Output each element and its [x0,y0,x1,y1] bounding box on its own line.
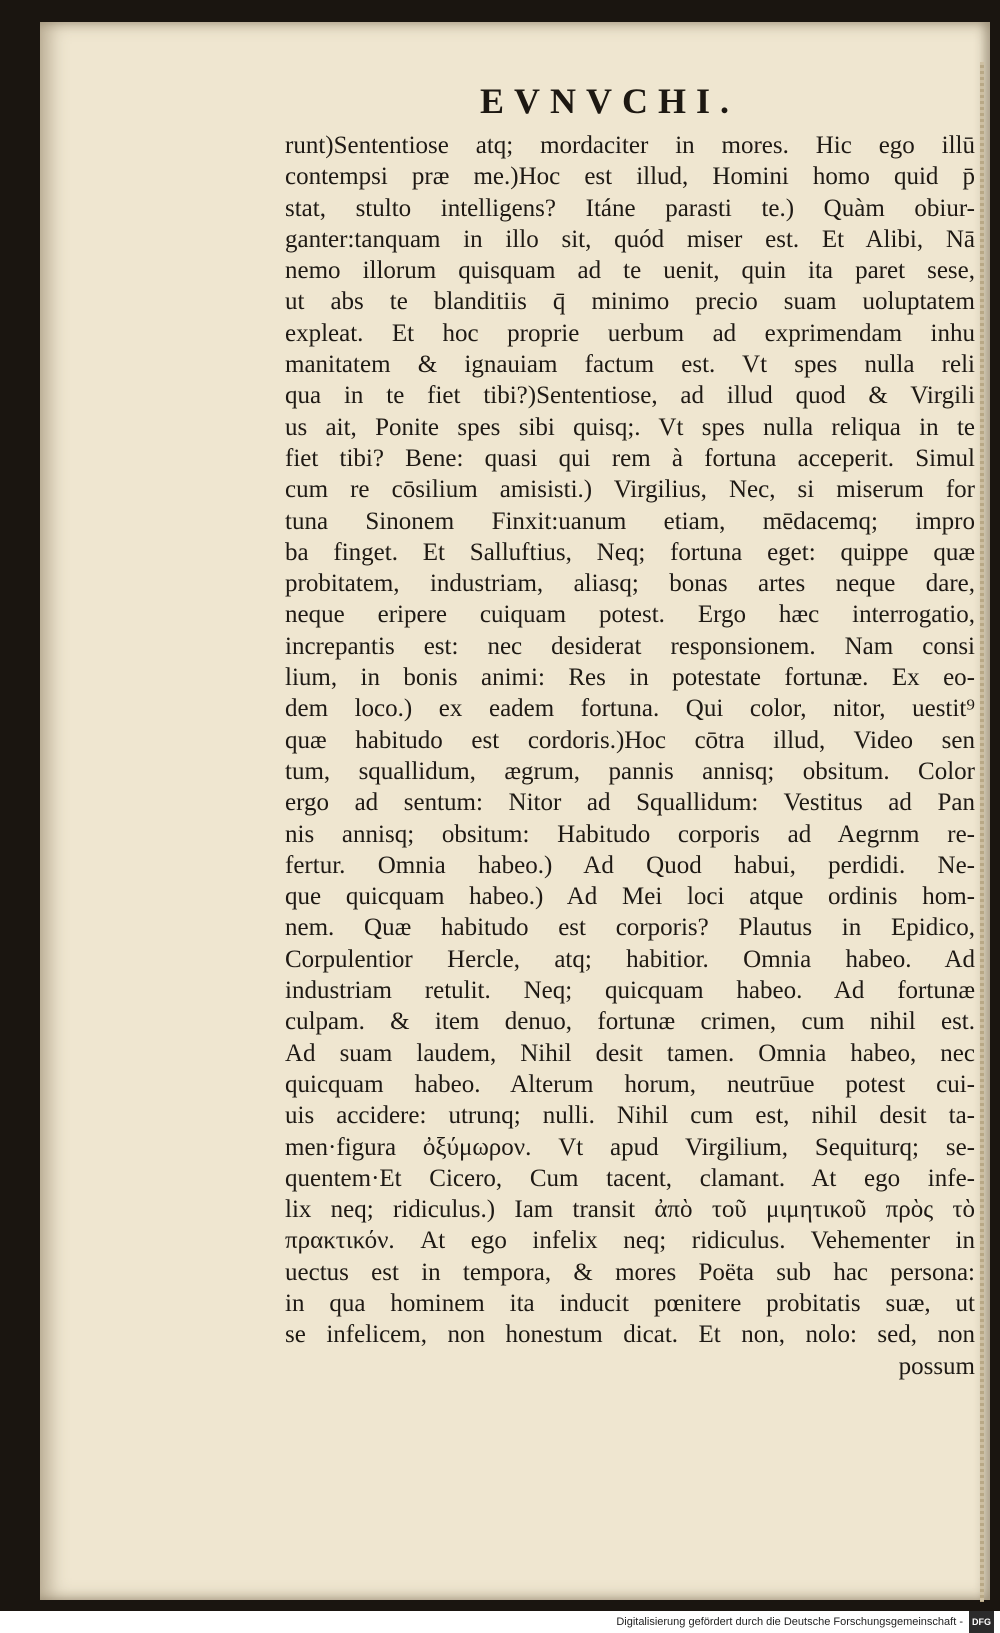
text-line: quentem·Et Cicero, Cum tacent, clamant. At ego infe- [285,1164,975,1192]
text-line: probitatem, industriam, aliasq; bonas artes neque dare, [285,570,975,598]
text-line: increpantis est: nec desiderat responsionem. Nam consi [285,632,975,660]
running-header: EVNVCHI. [480,81,740,121]
text-line: ut abs te blanditiis q̄ minimo precio suam uoluptatem [285,288,975,316]
text-line: uis accidere: utrunq; nulli. Nihil cum est, nihil desit ta- [285,1102,975,1130]
body-text [285,130,975,1382]
footer-credit: Digitalisierung gefördert durch die Deutsche Forschungsgemeinschaft - [616,1615,963,1628]
text-line: cum re cōsilium amisisti.) Virgilius, Nec, si miserum for [285,476,975,504]
text-line: contempsi præ me.)Hoc est illud, Homini homo quid p̄ [285,163,975,191]
text-line: manitatem & ignauiam factum est. Vt spes nulla reli [285,351,975,379]
text-line: nis annisq; obsitum: Habitudo corporis ad Aegrnm re- [285,820,975,848]
text-line: que quicquam habeo.) Ad Mei loci atque ordinis hom- [285,883,975,911]
text-line: nemo illorum quisquam ad te uenit, quin ita paret sese, [285,257,975,285]
text-line: qua in te fiet tibi?)Sententiose, ad illud quod & Virgili [285,382,975,410]
text-line: se infelicem, non honestum dicat. Et non, nolo: sed, non [285,1321,975,1349]
text-line: Corpulentior Hercle, atq; habitior. Omnia habeo. Ad [285,945,975,973]
text-line: expleat. Et hoc proprie uerbum ad exprimendam inhu [285,319,975,347]
dfg-logo: DFG [969,1611,994,1633]
text-line: men·figura ὀξύμωρον. Vt apud Virgilium, Sequiturq; se- [285,1133,975,1161]
text-line: tum, squallidum, ægrum, pannis annisq; obsitum. Color [285,757,975,785]
text-line: us ait, Ponite spes sibi quisq;. Vt spes nulla reliqua in te [285,413,975,441]
text-line: uectus est in tempora, & mores Poëta sub hac persona: [285,1258,975,1286]
text-line: ergo ad sentum: Nitor ad Squallidum: Vestitus ad Pan [285,789,975,817]
page-edge [980,62,984,1602]
footer-bar [0,1611,1000,1631]
text-line: quæ habitudo est cordoris.)Hoc cōtra illud, Video sen [285,726,975,754]
text-line: in qua hominem ita inducit pœnitere probitatis suæ, ut [285,1289,975,1317]
text-line: industriam retulit. Neq; quicquam habeo. Ad fortunæ [285,977,975,1005]
text-line: ganter:tanquam in illo sit, quód miser est. Et Alibi, Nā [285,225,975,253]
text-line: stat, stulto intelligens? Itáne parasti te.) Quàm obiur- [285,194,975,222]
text-line: Ad suam laudem, Nihil desit tamen. Omnia habeo, nec [285,1039,975,1067]
text-line: fertur. Omnia habeo.) Ad Quod habui, perdidi. Ne- [285,851,975,879]
text-line: lix neq; ridiculus.) Iam transit ἀπὸ τοῦ μιμητικοῦ πρὸς τὸ [285,1196,975,1224]
text-line: possum [898,1352,975,1380]
text-line: πρακτικόν. At ego infelix neq; ridiculus. Vehementer in [285,1227,975,1255]
text-line: runt)Sententiose atq; mordaciter in mores. Hic ego illū [285,132,975,159]
text-line: ba finget. Et Salluftius, Neq; fortuna eget: quippe quæ [285,538,975,566]
text-line: tuna Sinonem Finxit:uanum etiam, mēdacemq; impro [285,507,975,535]
text-line: neque eripere cuiquam potest. Ergo hæc interrogatio, [285,601,975,629]
text-line: culpam. & item denuo, fortunæ crimen, cum nihil est. [285,1008,975,1036]
text-line: fiet tibi? Bene: quasi qui rem à fortuna acceperit. Simul [285,444,975,472]
text-line: lium, in bonis animi: Res in potestate fortunæ. Ex eo- [285,664,975,692]
text-line: dem loco.) ex eadem fortuna. Qui color, nitor, uestit⁹ [285,695,975,723]
text-line: quicquam habeo. Alterum horum, neutrūue potest cui- [285,1070,975,1098]
text-line: nem. Quæ habitudo est corporis? Plautus in Epidico, [285,914,975,942]
